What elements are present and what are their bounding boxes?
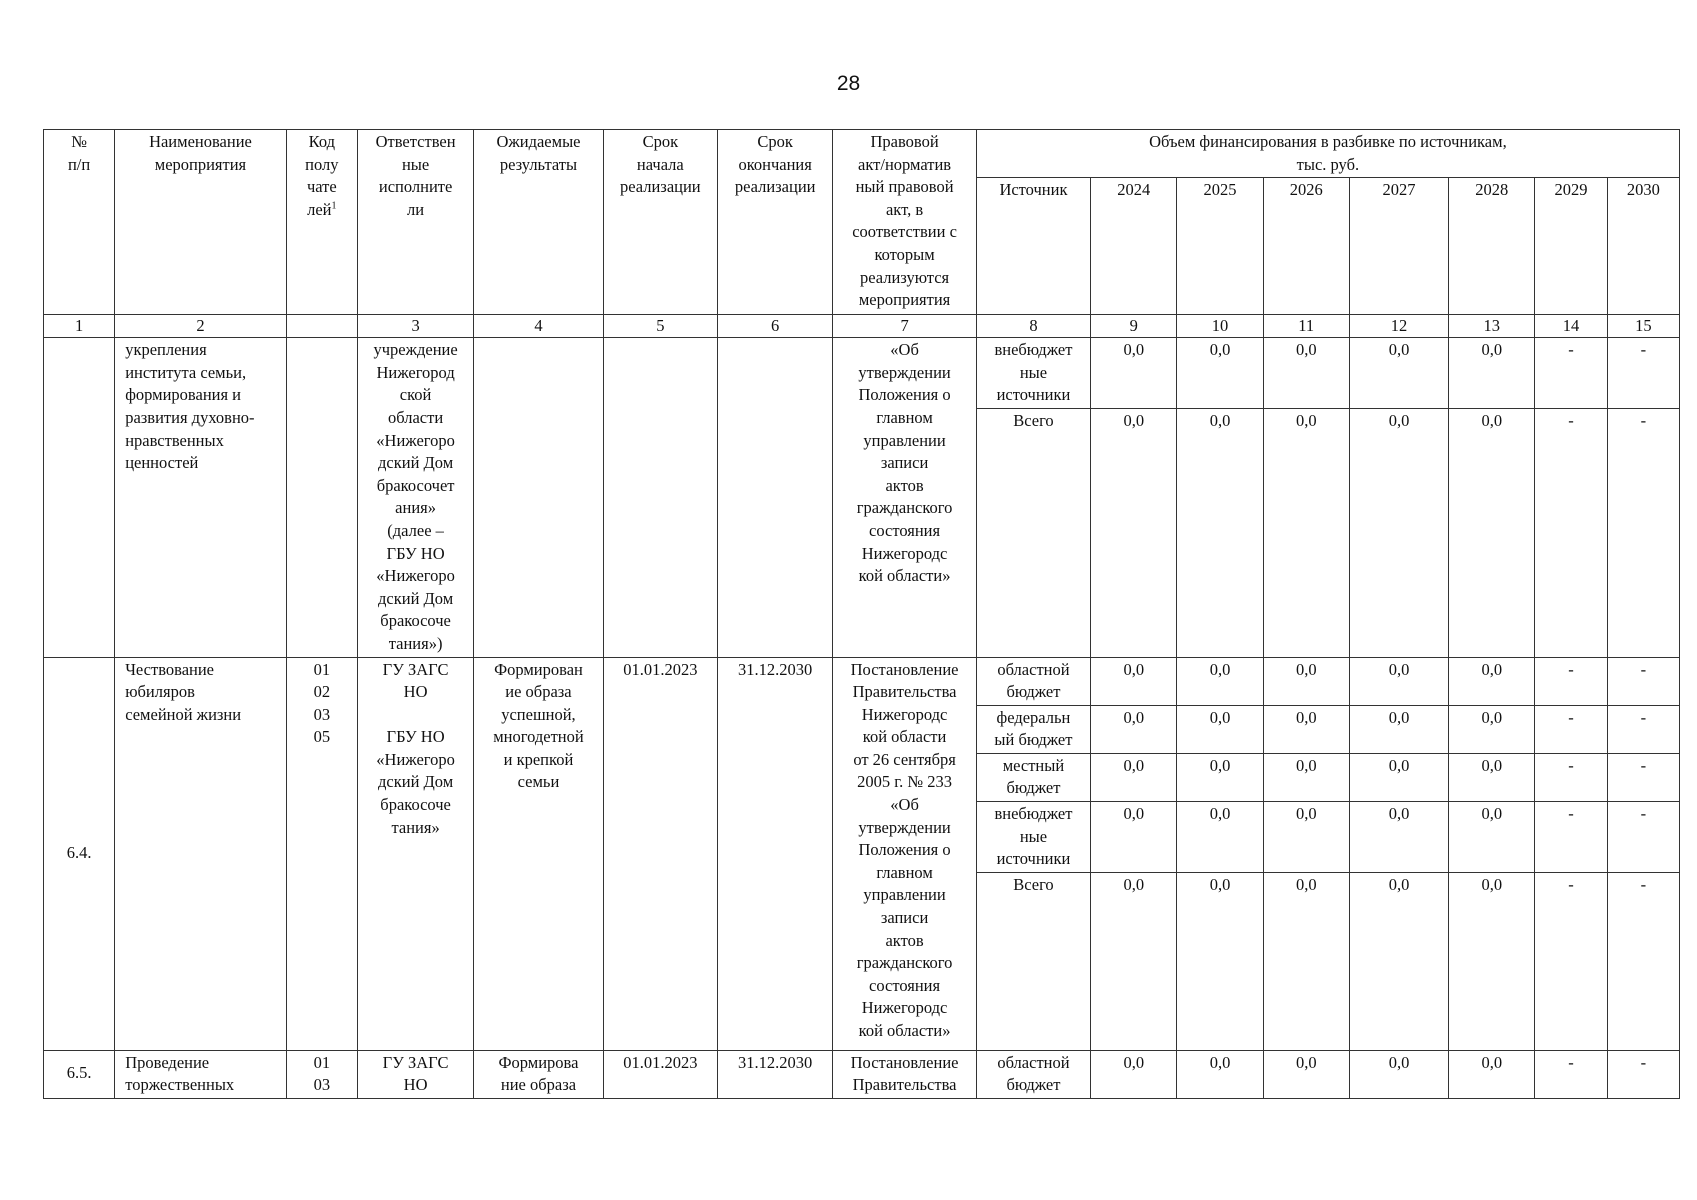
col-number: 1 xyxy=(44,315,115,338)
header-year: 2024 xyxy=(1091,178,1177,315)
value-cell: 0,0 xyxy=(1177,753,1263,801)
end-date xyxy=(718,338,833,657)
funding-source: областной бюджет xyxy=(976,1050,1090,1098)
responsible: ГУ ЗАГС НО xyxy=(357,1050,473,1098)
value-cell: 0,0 xyxy=(1177,872,1263,1050)
header-start: Срок начала реализации xyxy=(603,130,717,315)
recipient-code xyxy=(286,338,357,657)
value-cell: - xyxy=(1535,657,1607,705)
header-year: 2030 xyxy=(1607,178,1679,315)
value-cell: 0,0 xyxy=(1177,1050,1263,1098)
value-cell: - xyxy=(1535,1050,1607,1098)
value-cell: - xyxy=(1607,802,1679,873)
start-date: 01.01.2023 xyxy=(603,1050,717,1098)
value-cell: - xyxy=(1535,705,1607,753)
header-row-1 xyxy=(44,130,1680,178)
value-cell: 0,0 xyxy=(1449,705,1535,753)
header-year: 2027 xyxy=(1349,178,1448,315)
value-cell: 0,0 xyxy=(1091,338,1177,409)
legal-act: «Об утверждении Положения о главном управлении записи актов гражданского состояния Нижегородс кой области» xyxy=(833,338,976,657)
value-cell: - xyxy=(1535,409,1607,657)
end-date: 31.12.2030 xyxy=(718,657,833,1050)
col-number: 5 xyxy=(603,315,717,338)
value-cell: 0,0 xyxy=(1349,705,1448,753)
col-number: 4 xyxy=(474,315,603,338)
funding-source: областной бюджет xyxy=(976,657,1090,705)
header-name: Наименование мероприятия xyxy=(115,130,287,315)
value-cell: 0,0 xyxy=(1177,409,1263,657)
col-number: 8 xyxy=(976,315,1090,338)
col-number: 2 xyxy=(115,315,287,338)
value-cell: 0,0 xyxy=(1263,1050,1349,1098)
value-cell: 0,0 xyxy=(1091,872,1177,1050)
value-cell: 0,0 xyxy=(1449,1050,1535,1098)
value-cell: 0,0 xyxy=(1449,872,1535,1050)
value-cell: 0,0 xyxy=(1177,338,1263,409)
funding-source: внебюджет ные источники xyxy=(976,338,1090,409)
funding-table xyxy=(43,129,1680,1099)
col-number: 14 xyxy=(1535,315,1607,338)
funding-source: федеральн ый бюджет xyxy=(976,705,1090,753)
row-num: 6.4. xyxy=(44,657,115,1050)
col-number: 6 xyxy=(718,315,833,338)
header-year: 2026 xyxy=(1263,178,1349,315)
value-cell: - xyxy=(1607,338,1679,409)
responsible: учреждение Нижегород ской области «Нижегоро дский Дом бракосочет ания» (далее – ГБУ НО «Нижегоро дский Дом бракосоче тания») xyxy=(357,338,473,657)
col-number: 11 xyxy=(1263,315,1349,338)
header-year: 2029 xyxy=(1535,178,1607,315)
value-cell: 0,0 xyxy=(1177,657,1263,705)
value-cell: 0,0 xyxy=(1091,657,1177,705)
value-cell: 0,0 xyxy=(1449,657,1535,705)
col-number xyxy=(286,315,357,338)
funding-source: внебюджет ные источники xyxy=(976,802,1090,873)
header-code: Код полу чате лей$^1$ xyxy=(286,130,357,315)
header-source: Источник xyxy=(976,178,1090,315)
value-cell: 0,0 xyxy=(1177,705,1263,753)
value-cell: 0,0 xyxy=(1263,409,1349,657)
value-cell: 0,0 xyxy=(1449,338,1535,409)
start-date: 01.01.2023 xyxy=(603,657,717,1050)
legal-act: Постановление Правительства xyxy=(833,1050,976,1098)
col-number: 13 xyxy=(1449,315,1535,338)
value-cell: - xyxy=(1607,1050,1679,1098)
column-number-row xyxy=(44,315,1680,338)
col-number: 12 xyxy=(1349,315,1448,338)
header-funding: Объем финансирования в разбивке по источникам, тыс. руб. xyxy=(976,130,1679,178)
header-legal-act: Правовой акт/норматив ный правовой акт, в соответствии с которым реализуются мероприятия xyxy=(833,130,976,315)
value-cell: - xyxy=(1607,872,1679,1050)
funding-source: местный бюджет xyxy=(976,753,1090,801)
value-cell: 0,0 xyxy=(1349,872,1448,1050)
value-cell: - xyxy=(1607,409,1679,657)
value-cell: 0,0 xyxy=(1091,1050,1177,1098)
header-responsible: Ответствен ные исполните ли xyxy=(357,130,473,315)
table-row xyxy=(44,338,1680,409)
col-number: 7 xyxy=(833,315,976,338)
table-row xyxy=(44,657,1680,705)
expected-results: Формирован ие образа успешной, многодетной и крепкой семьи xyxy=(474,657,603,1050)
recipient-code: 01 03 xyxy=(286,1050,357,1098)
col-number: 10 xyxy=(1177,315,1263,338)
header-year: 2028 xyxy=(1449,178,1535,315)
value-cell: 0,0 xyxy=(1449,802,1535,873)
start-date xyxy=(603,338,717,657)
funding-source: Всего xyxy=(976,872,1090,1050)
value-cell: - xyxy=(1535,338,1607,409)
value-cell: 0,0 xyxy=(1349,802,1448,873)
end-date: 31.12.2030 xyxy=(718,1050,833,1098)
recipient-code: 01 02 03 05 xyxy=(286,657,357,1050)
value-cell: 0,0 xyxy=(1091,409,1177,657)
expected-results xyxy=(474,338,603,657)
value-cell: 0,0 xyxy=(1263,753,1349,801)
header-num: № п/п xyxy=(44,130,115,315)
value-cell: 0,0 xyxy=(1349,1050,1448,1098)
table-row xyxy=(44,1050,1680,1098)
value-cell: - xyxy=(1607,753,1679,801)
header-end: Срок окончания реализации xyxy=(718,130,833,315)
funding-source: Всего xyxy=(976,409,1090,657)
col-number: 9 xyxy=(1091,315,1177,338)
value-cell: 0,0 xyxy=(1449,409,1535,657)
value-cell: 0,0 xyxy=(1263,657,1349,705)
row-num: 6.5. xyxy=(44,1050,115,1098)
page-number: 28 xyxy=(836,72,861,95)
value-cell: - xyxy=(1607,657,1679,705)
header-year: 2025 xyxy=(1177,178,1263,315)
header-expected: Ожидаемые результаты xyxy=(474,130,603,315)
value-cell: 0,0 xyxy=(1349,657,1448,705)
col-number: 3 xyxy=(357,315,473,338)
value-cell: - xyxy=(1535,753,1607,801)
responsible: ГУ ЗАГС НО ГБУ НО «Нижегоро дский Дом бракосоче тания» xyxy=(357,657,473,1050)
row-num xyxy=(44,338,115,657)
value-cell: 0,0 xyxy=(1263,705,1349,753)
value-cell: 0,0 xyxy=(1091,802,1177,873)
value-cell: 0,0 xyxy=(1091,705,1177,753)
value-cell: 0,0 xyxy=(1349,753,1448,801)
value-cell: 0,0 xyxy=(1263,872,1349,1050)
col-number: 15 xyxy=(1607,315,1679,338)
value-cell: 0,0 xyxy=(1177,802,1263,873)
value-cell: - xyxy=(1535,802,1607,873)
activity-name: укрепления института семьи, формирования и развития духовно- нравственных ценностей xyxy=(115,338,287,657)
activity-name: Чествование юбиляров семейной жизни xyxy=(115,657,287,1050)
expected-results: Формирова ние образа xyxy=(474,1050,603,1098)
value-cell: 0,0 xyxy=(1263,802,1349,873)
value-cell: - xyxy=(1535,872,1607,1050)
value-cell: 0,0 xyxy=(1449,753,1535,801)
value-cell: 0,0 xyxy=(1263,338,1349,409)
value-cell: 0,0 xyxy=(1091,753,1177,801)
value-cell: 0,0 xyxy=(1349,409,1448,657)
activity-name: Проведение торжественных xyxy=(115,1050,287,1098)
legal-act: Постановление Правительства Нижегородс кой области от 26 сентября 2005 г. № 233 «Об утверждении Положения о главном управлении записи актов гражданского состояния Нижегородс кой области» xyxy=(833,657,976,1050)
value-cell: - xyxy=(1607,705,1679,753)
value-cell: 0,0 xyxy=(1349,338,1448,409)
